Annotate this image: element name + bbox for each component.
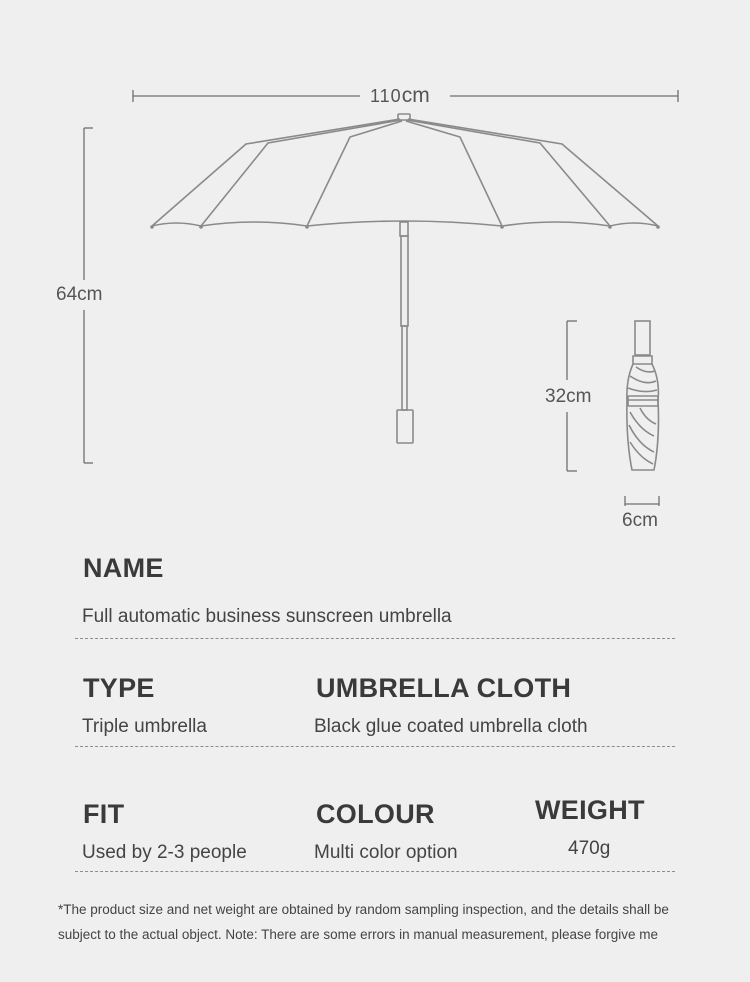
cloth-heading: UMBRELLA CLOTH	[316, 673, 572, 703]
fit-heading: FIT	[83, 799, 125, 829]
disclaimer-note	[58, 897, 738, 947]
folded-length-label: 32cm	[545, 386, 592, 407]
folded-diameter-label: 6cm	[622, 510, 658, 531]
fit-value: Used by 2-3 people	[82, 842, 247, 863]
open-width-value: 110	[370, 86, 402, 106]
name-heading: NAME	[83, 553, 164, 583]
divider	[75, 638, 675, 639]
weight-heading: WEIGHT	[535, 795, 645, 825]
divider	[75, 746, 675, 747]
colour-heading: COLOUR	[316, 799, 435, 829]
disclaimer-line-2: subject to the actual object. Note: There are some errors in manual measurement, please forgive me	[58, 927, 659, 942]
cloth-value: Black glue coated umbrella cloth	[314, 716, 588, 737]
folded-diameter-dimension-line	[625, 496, 659, 506]
open-width-unit: cm	[401, 84, 430, 107]
open-height-label: 64cm	[56, 284, 103, 305]
open-width-label	[370, 84, 430, 108]
weight-value: 470g	[568, 838, 611, 859]
folded-umbrella-illustration	[627, 321, 659, 470]
disclaimer-line-1: *The product size and net weight are obtained by random sampling inspection, and the details shall be	[58, 902, 669, 917]
type-heading: TYPE	[83, 673, 155, 703]
name-value: Full automatic business sunscreen umbrella	[82, 606, 452, 627]
divider	[75, 871, 675, 872]
colour-value: Multi color option	[314, 842, 458, 863]
type-value: Triple umbrella	[82, 716, 207, 737]
